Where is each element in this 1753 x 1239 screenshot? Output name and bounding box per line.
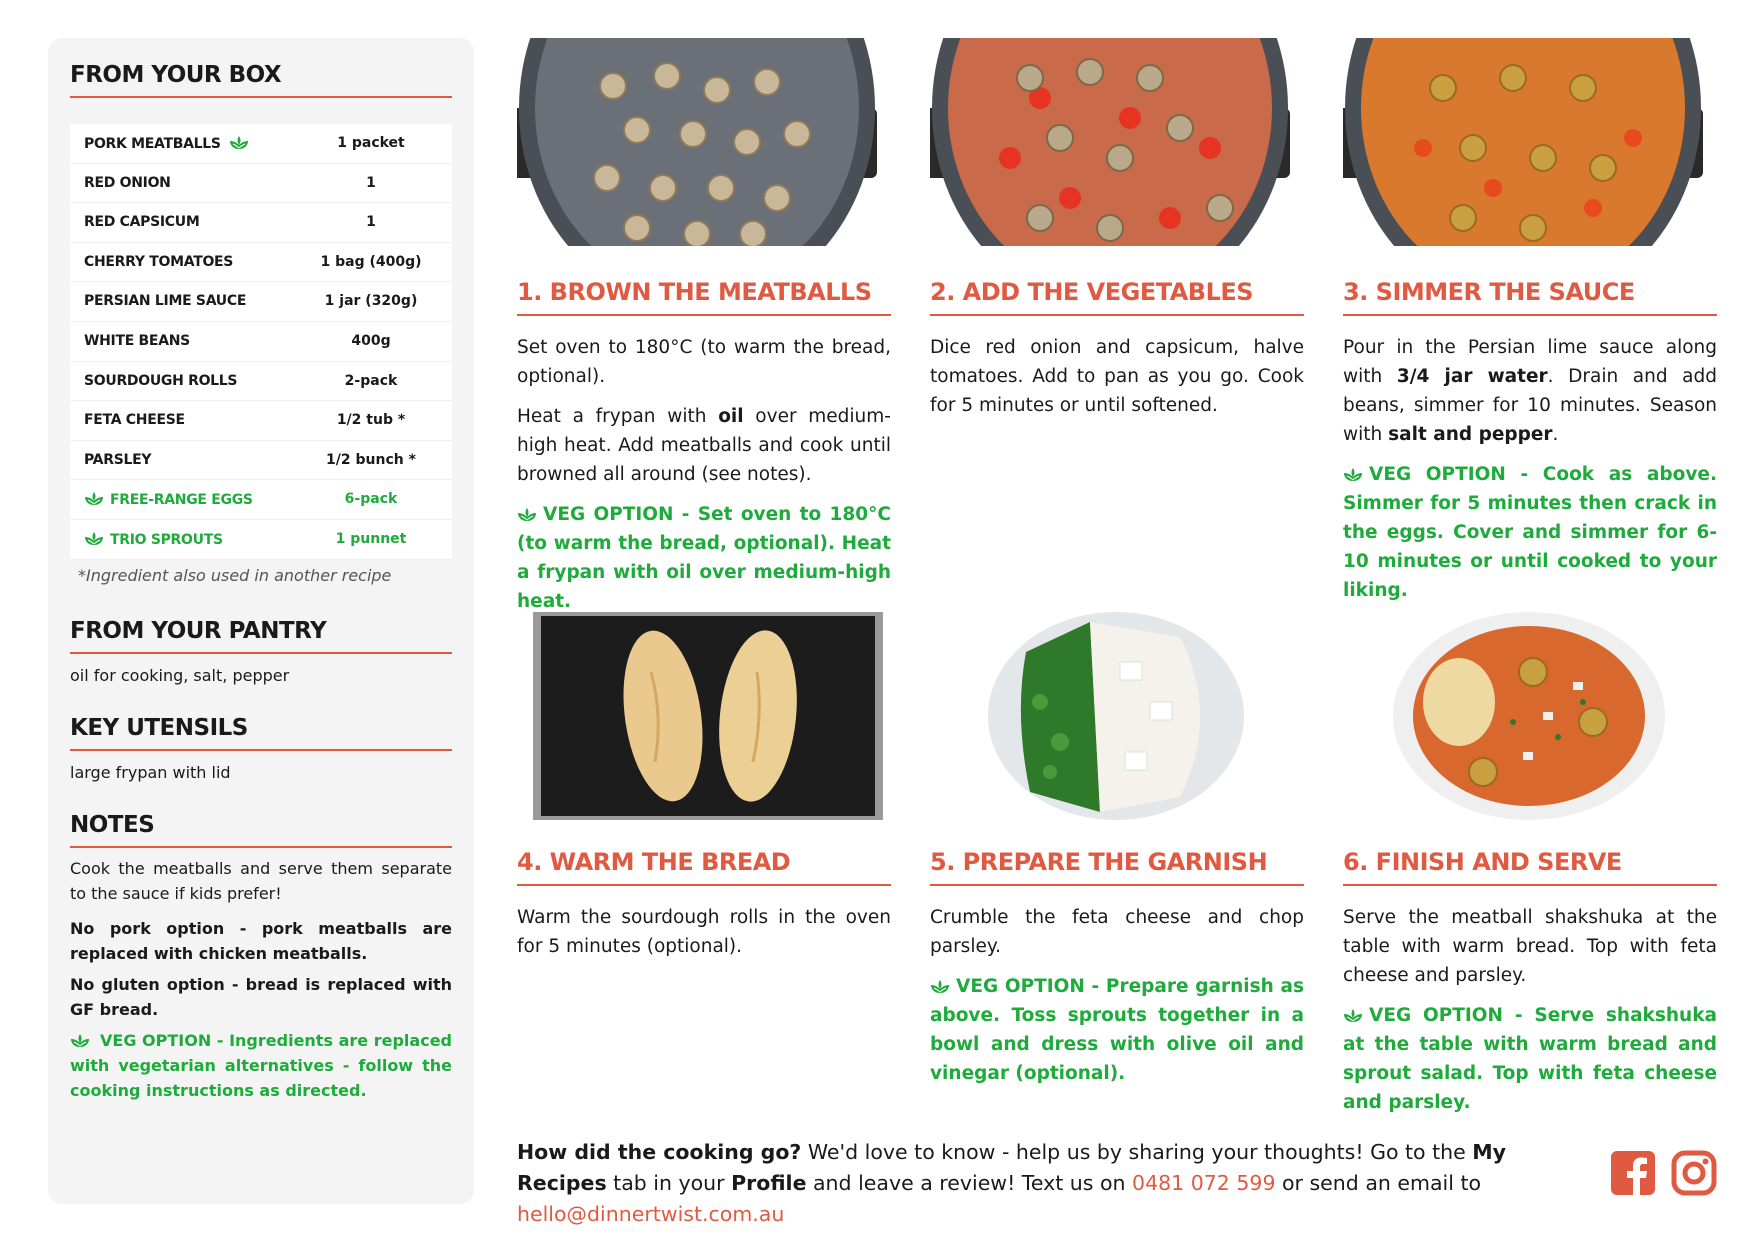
step-3-veg-option: VEG OPTION - Cook as above. Simmer for 5 minutes then crack in the eggs. Cover and simmer for 6-10 minutes or until cooked to your liking.	[1343, 464, 1717, 601]
note-veg-option	[70, 1028, 452, 1103]
step-5-body	[930, 903, 1304, 1099]
step-1-body	[517, 333, 891, 627]
feedback-question: How did the cooking go?	[517, 1140, 802, 1164]
step-6-body	[1343, 903, 1717, 1128]
ingredient-row	[70, 480, 452, 520]
ingredients-table	[70, 124, 452, 560]
ingredient-row	[70, 203, 452, 243]
ingredient-name: CHERRY TOMATOES	[84, 253, 234, 270]
my-recipes-link[interactable]: My Recipes	[517, 1140, 1507, 1195]
ingredient-qty: 1 jar (320g)	[324, 293, 418, 310]
ingredient-qty: 1 packet	[337, 135, 405, 151]
ingredient-row	[70, 441, 452, 481]
ingredient-row	[70, 362, 452, 402]
ingredients-panel	[48, 38, 474, 1204]
utensils-text: large frypan with lid	[70, 763, 231, 782]
step-4-title: 4. WARM THE BREAD	[517, 848, 891, 886]
facebook-icon[interactable]	[1610, 1150, 1656, 1196]
note-item: Cook the meatballs and serve them separate to the sauce if kids prefer!	[70, 859, 452, 903]
ingredient-name: PARSLEY	[84, 451, 152, 468]
footnote: *Ingredient also used in another recipe	[78, 566, 392, 585]
step-2-title: 2. ADD THE VEGETABLES	[930, 278, 1304, 316]
leaf-icon	[1343, 467, 1363, 483]
leaf-icon	[70, 1033, 90, 1049]
ingredient-qty: 1/2 bunch *	[326, 451, 416, 468]
ingredient-name: WHITE BEANS	[84, 332, 190, 349]
instagram-icon[interactable]	[1671, 1150, 1717, 1196]
step-3-title: 3. SIMMER THE SAUCE	[1343, 278, 1717, 316]
sauce-pan-photo	[1343, 38, 1703, 246]
ingredient-row	[70, 124, 452, 164]
step-3-body	[1343, 333, 1717, 616]
shakshuka-bowl-photo	[1343, 612, 1703, 820]
leaf-icon	[84, 491, 104, 507]
ingredient-qty: 1 bag (400g)	[320, 253, 422, 270]
ingredient-qty: 1 punnet	[335, 530, 407, 547]
leaf-icon	[229, 135, 249, 151]
step-2-body	[930, 333, 1304, 431]
ingredient-qty: 1	[366, 214, 376, 231]
ingredient-qty: 6-pack	[344, 491, 398, 508]
step-4-text: Warm the sourdough rolls in the oven for 5 minutes (optional).	[517, 907, 891, 957]
ingredient-row	[70, 520, 452, 560]
from-your-pantry-title: FROM YOUR PANTRY	[70, 618, 452, 654]
step-1-title: 1. BROWN THE MEATBALLS	[517, 278, 891, 316]
step-5-veg-option: VEG OPTION - Prepare garnish as above. Toss sprouts together in a bowl and dress with olive oil and vinegar (optional).	[930, 976, 1304, 1084]
ingredient-row	[70, 401, 452, 441]
ingredient-qty: 2-pack	[344, 372, 398, 389]
key-utensils-title: KEY UTENSILS	[70, 715, 452, 751]
step-6-text: Serve the meatball shakshuka at the table with warm bread. Top with feta cheese and parsley.	[1343, 907, 1717, 986]
ingredient-row	[70, 243, 452, 283]
step-4-body	[517, 903, 891, 972]
feedback-text: How did the cooking go? We'd love to know - help us by sharing your thoughts! Go to the My Recipes tab in your Profile and leave a review! Text us on 0481 072 599 or send an email to hello@dinnertwist.com.au	[517, 1140, 1507, 1226]
step-6-title: 6. FINISH AND SERVE	[1343, 848, 1717, 886]
step-2-text: Dice red onion and capsicum, halve tomatoes. Add to pan as you go. Cook for 5 minutes or until softened.	[930, 337, 1304, 416]
step-6-veg-option: VEG OPTION - Serve shakshuka at the table with warm bread and sprout salad. Top with feta cheese and parsley.	[1343, 1005, 1717, 1113]
note-item: No pork option - pork meatballs are replaced with chicken meatballs.	[70, 919, 452, 963]
step-1-veg-option: VEG OPTION - Set oven to 180°C (to warm the bread, optional). Heat a frypan with oil over medium-high heat.	[517, 504, 891, 612]
leaf-icon	[930, 979, 950, 995]
ingredient-row	[70, 282, 452, 322]
bread-tray-photo	[528, 612, 888, 820]
vegetables-pan-photo	[930, 38, 1290, 246]
note-item: No gluten option - bread is replaced with GF bread.	[70, 975, 452, 1019]
notes-title: NOTES	[70, 812, 452, 848]
ingredient-name: FREE-RANGE EGGS	[110, 492, 253, 509]
ingredient-name: PERSIAN LIME SAUCE	[84, 293, 247, 310]
ingredient-qty: 400g	[351, 332, 391, 349]
ingredient-qty: 1	[366, 174, 376, 191]
ingredient-name: SOURDOUGH ROLLS	[84, 372, 238, 389]
leaf-icon	[517, 507, 537, 523]
ingredient-name: RED CAPSICUM	[84, 214, 200, 231]
step-1-text: Set oven to 180°C (to warm the bread, optional).	[517, 337, 891, 387]
ingredient-row	[70, 322, 452, 362]
profile-link[interactable]: Profile	[731, 1171, 807, 1195]
ingredient-name: TRIO SPROUTS	[110, 531, 223, 548]
ingredient-qty: 1/2 tub *	[336, 412, 406, 429]
pantry-text: oil for cooking, salt, pepper	[70, 666, 290, 685]
ingredient-name: PORK MEATBALLS	[84, 136, 221, 152]
leaf-icon	[84, 531, 104, 547]
ingredient-name: FETA CHEESE	[84, 412, 185, 429]
ingredient-row	[70, 164, 452, 204]
from-your-box-title: FROM YOUR BOX	[70, 62, 452, 98]
garnish-plate-photo	[930, 612, 1290, 820]
phone-link[interactable]: 0481 072 599	[1132, 1171, 1276, 1195]
step-3-text: Pour in the Persian lime sauce along with 3/4 jar water. Drain and add beans, simmer for 10 minutes. Season with salt and pepper.	[1343, 337, 1717, 445]
step-5-title: 5. PREPARE THE GARNISH	[930, 848, 1304, 886]
ingredient-name: RED ONION	[84, 174, 171, 191]
note-veg-text: VEG OPTION - Ingredients are replaced with vegetarian alternatives - follow the cooking instructions as directed.	[70, 1031, 452, 1100]
step-5-text: Crumble the feta cheese and chop parsley.	[930, 907, 1304, 957]
email-link[interactable]: hello@dinnertwist.com.au	[517, 1202, 785, 1226]
meatballs-pan-photo	[517, 38, 877, 246]
step-1-text-2: Heat a frypan with oil over medium-high heat. Add meatballs and cook until browned all around (see notes).	[517, 406, 891, 485]
leaf-icon	[1343, 1008, 1363, 1024]
